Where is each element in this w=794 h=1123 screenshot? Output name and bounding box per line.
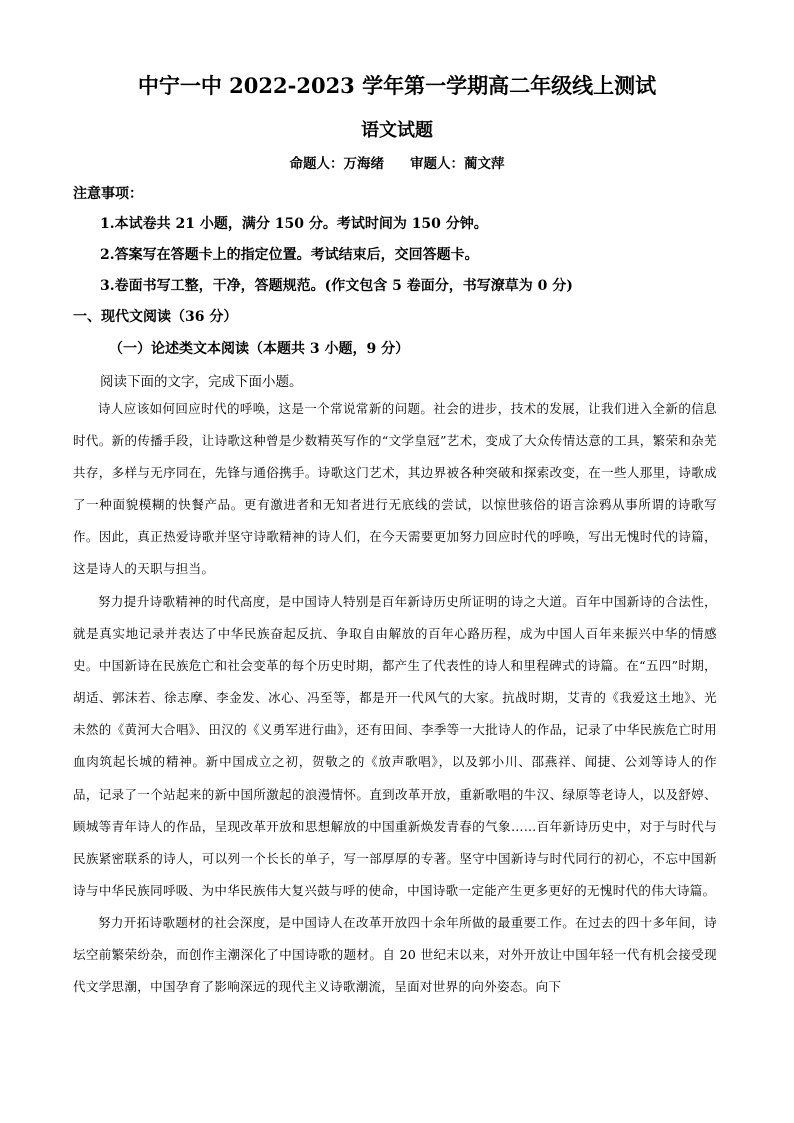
exam-title: 中宁一中 2022-2023 学年第一学期高二年级线上测试 — [137, 73, 657, 98]
reviewer-label: 审题人：蔺文萍 — [410, 156, 505, 172]
exam-subtitle: 语文试题 — [361, 120, 433, 141]
passage-paragraph: 努力开拓诗歌题材的社会深度，是中国诗人在改革开放四十余年所做的最重要工作。在过去的四十多年间，诗坛空前繁荣纷杂，而创作主潮深化了中国诗歌的题材。自 20 世纪末以来，对外开放让中国年轻一代有机会接受现代文学思潮，中国孕育了影响深远的现代主义诗歌潮流，呈面对世界的向外姿态。向下 — [73, 915, 717, 995]
notice-item: 2.答案写在答题卡上的指定位置。考试结束后，交回答题卡。 — [100, 247, 479, 263]
notice-item: 3.卷面书写工整，干净，答题规范。(作文包含 5 卷面分，书写潦草为 0 分) — [100, 278, 573, 294]
section-title: 一、现代文阅读（36 分） — [73, 309, 238, 325]
reading-instruction: 阅读下面的文字，完成下面小题。 — [100, 374, 303, 390]
author-label: 命题人：万海绪 — [289, 156, 384, 172]
passage-paragraph: 努力提升诗歌精神的时代高度，是中国诗人特别是百年新诗历史所证明的诗之大道。百年中国新诗的合法性，就是真实地记录并表达了中华民族奋起反抗、争取自由解放的百年心路历程，成为中国人百年来振兴中华的情感史。中国新诗在民族危亡和社会变革的每个历史时期，都产生了代表性的诗人和里程碑式的诗篇。在“五四”时期，胡适、郭沫若、徐志摩、李金发、冰心、冯至等，都是开一代风气的大家。抗战时期，艾青的《我爱这土地》、光未然的《黄河大合唱》、田汉的《义勇军进行曲》，还有田间、李季等一大批诗人的作品，记录了中华民族危亡时用血肉筑起长城的精神。新中国成立之初，贺敬之的《放声歌唱》，以及郭小川、邵燕祥、闻捷、公刘等诗人的作品，记录了一个站起来的新中国所激起的浪漫情怀。直到改革开放，重新歌唱的牛汉、绿原等老诗人，以及舒婷、顾城等青年诗人的作品，呈现改革开放和思想解放的中国重新焕发青春的气象……百年新诗历史中，对于与时代与民族紧密联系的诗人，可以列一个长长的单子，写一部厚厚的专著。坚守中国新诗与时代同行的初心，不忘中国新诗与中华民族同呼吸、为中华民族伟大复兴鼓与呼的使命，中国诗歌一定能产生更多更好的无愧时代的伟大诗篇。 — [73, 594, 717, 898]
subsection-title: （一）论述类文本阅读（本题共 3 小题，9 分） — [109, 341, 410, 357]
notice-item: 1.本试卷共 21 小题，满分 150 分。考试时间为 150 分钟。 — [100, 216, 488, 232]
notice-heading: 注意事项： — [73, 186, 143, 202]
passage-paragraph: 诗人应该如何回应时代的呼唤，这是一个常说常新的问题。社会的进步，技术的发展，让我们进入全新的信息时代。新的传播手段，让诗歌这种曾是少数精英写作的“文学皇冠”艺术，变成了大众传情达意的工具，繁荣和杂芜共存，多样与无序同在，先锋与通俗携手。诗歌这门艺术，其边界被各种突破和探索改变，在一些人那里，诗歌成了一种面貌模糊的快餐产品。更有激进者和无知者进行无底线的尝试，以惊世骇俗的语言涂鸦从事所谓的诗歌写作。因此，真正热爱诗歌并坚守诗歌精神的诗人们，在今天需要更加努力回应时代的呼唤，写出无愧时代的诗篇，这是诗人的天职与担当。 — [73, 401, 717, 577]
author-line — [0, 152, 794, 172]
